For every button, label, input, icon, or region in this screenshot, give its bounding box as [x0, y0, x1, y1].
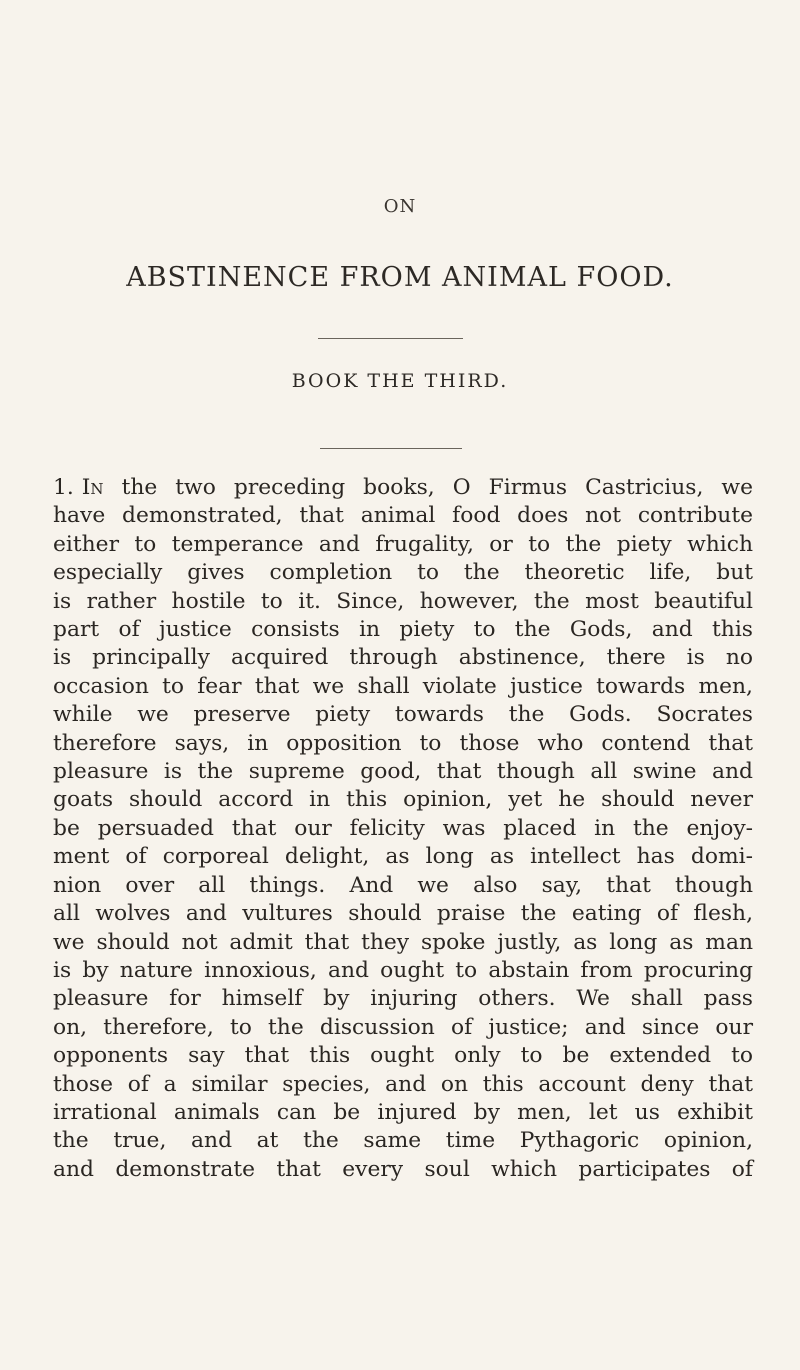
text-line: pleasure is the supreme good, that though all swine and — [53, 759, 753, 785]
text-line: nion over all things. And we also say, that though — [53, 872, 753, 898]
text-line: is rather hostile to it. Since, however, the most beautiful — [53, 588, 753, 614]
divider-top — [318, 338, 463, 339]
divider-bottom — [320, 448, 462, 449]
text-line: is by nature innoxious, and ought to abstain from procuring — [53, 957, 753, 983]
text-line: is principally acquired through abstinence, there is no — [53, 645, 753, 671]
body-paragraph — [53, 474, 753, 1184]
text-line: especially gives completion to the theoretic life, but — [53, 560, 753, 586]
text-line: those of a similar species, and on this account deny that — [53, 1071, 753, 1097]
text-line: therefore says, in opposition to those who contend that — [53, 730, 753, 756]
text-line: have demonstrated, that animal food does not contribute — [53, 503, 753, 529]
lead-word: In — [81, 475, 104, 500]
text-line: ment of corporeal delight, as long as intellect has domi- — [53, 844, 753, 870]
text-line: opponents say that this ought only to be extended to — [53, 1043, 753, 1069]
text-line: all wolves and vultures should praise the eating of flesh, — [53, 901, 753, 927]
text-line: occasion to fear that we shall violate justice towards men, — [53, 673, 753, 699]
text-line: irrational animals can be injured by men, let us exhibit — [53, 1099, 753, 1125]
text-line: goats should accord in this opinion, yet he should never — [53, 787, 753, 813]
paragraph-number: 1. — [53, 475, 74, 500]
text-line: be persuaded that our felicity was placed in the enjoy- — [53, 815, 753, 841]
text-line: pleasure for himself by injuring others. We shall pass — [53, 986, 753, 1012]
text-line: either to temperance and frugality, or to the piety which — [53, 531, 753, 557]
text-line: 1. In the two preceding books, O Firmus Castricius, we — [53, 475, 753, 500]
page-title: ABSTINENCE FROM ANIMAL FOOD. — [126, 262, 674, 293]
text-line: part of justice consists in piety to the Gods, and this — [53, 617, 753, 643]
text-line: and demonstrate that every soul which participates of — [53, 1156, 753, 1182]
text-line: on, therefore, to the discussion of justice; and since our — [53, 1014, 753, 1040]
text-line: the true, and at the same time Pythagoric opinion, — [53, 1128, 753, 1154]
text-line: while we preserve piety towards the Gods. Socrates — [53, 702, 753, 728]
text-line: we should not admit that they spoke justly, as long as man — [53, 929, 753, 955]
heading-on: ON — [383, 196, 417, 217]
book-subtitle: BOOK THE THIRD. — [291, 370, 509, 392]
